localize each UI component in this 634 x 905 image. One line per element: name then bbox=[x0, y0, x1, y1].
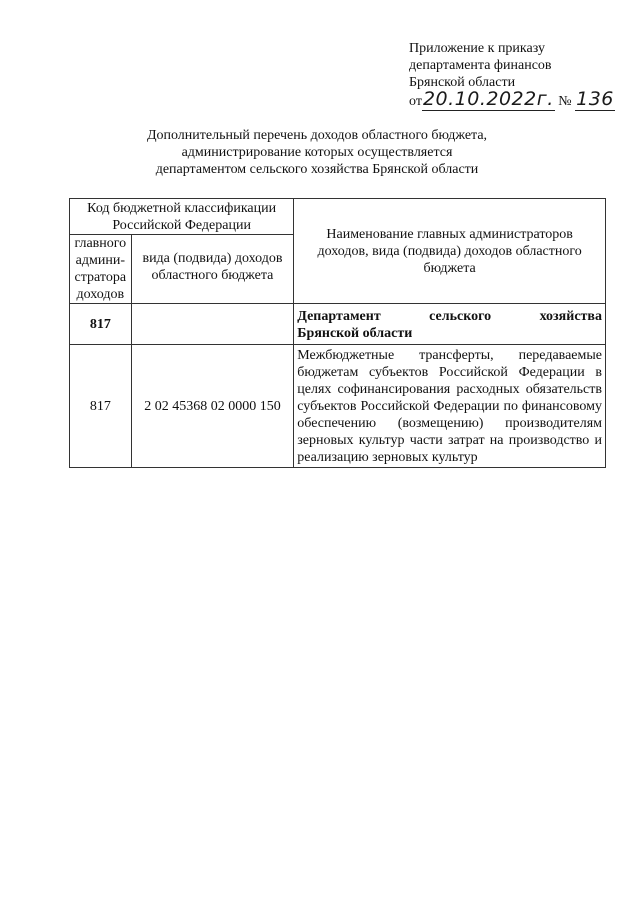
header-admin: главного админи-стратора доходов bbox=[70, 235, 132, 304]
title-line-3: департаментом сельского хозяйства Брянской области bbox=[155, 162, 479, 177]
title-line-1: Дополнительный перечень доходов областного бюджета, bbox=[146, 128, 488, 143]
row1-name-line-2: Брянской области bbox=[297, 326, 413, 341]
order-attachment-header bbox=[409, 40, 624, 110]
row1-name-word-2: сельского bbox=[429, 309, 492, 324]
handwritten-date: 20.10.2022г. bbox=[422, 88, 554, 110]
row1-name-word-3: хозяйства bbox=[539, 309, 602, 324]
number-label: № bbox=[558, 94, 572, 109]
row2-income-name: Межбюджетные трансферты, передаваемые бюджетам субъектов Российской Федерации в целях софинансирования расходных обязательств субъектов Российской Федерации по финансовому обеспечению (возмещению) производителям зерновых культур части затрат на производство и реализацию зерновых культур bbox=[294, 345, 606, 468]
title-line-2: администрирование которых осуществляется bbox=[181, 145, 453, 160]
row1-name-word-1: Департамент bbox=[297, 309, 381, 324]
header-kind: вида (подвида) доходов областного бюджета bbox=[131, 235, 294, 304]
order-date-number-line bbox=[409, 88, 624, 110]
header-name: Наименование главных администраторов доходов, вида (подвида) доходов областного бюджета bbox=[294, 199, 606, 304]
header-code-group: Код бюджетной классификации Российской Федерации bbox=[70, 199, 294, 235]
row1-kind-code bbox=[131, 304, 294, 345]
document-title bbox=[60, 127, 574, 178]
row2-admin-code: 817 bbox=[70, 345, 132, 468]
row1-department-name bbox=[294, 304, 606, 345]
table-row bbox=[70, 304, 606, 345]
income-table bbox=[69, 198, 606, 468]
header-line-3: Брянской области bbox=[409, 75, 516, 90]
header-line-2: департамента финансов bbox=[409, 58, 552, 73]
row2-kind-code: 2 02 45368 02 0000 150 bbox=[131, 345, 294, 468]
header-line-1: Приложение к приказу bbox=[409, 41, 545, 56]
row1-name-line-1 bbox=[297, 308, 602, 325]
handwritten-number: 136 bbox=[576, 88, 614, 110]
table-header-row-1 bbox=[70, 199, 606, 235]
row1-admin-code: 817 bbox=[70, 304, 132, 345]
date-prefix: от bbox=[409, 94, 422, 109]
table-row bbox=[70, 345, 606, 468]
